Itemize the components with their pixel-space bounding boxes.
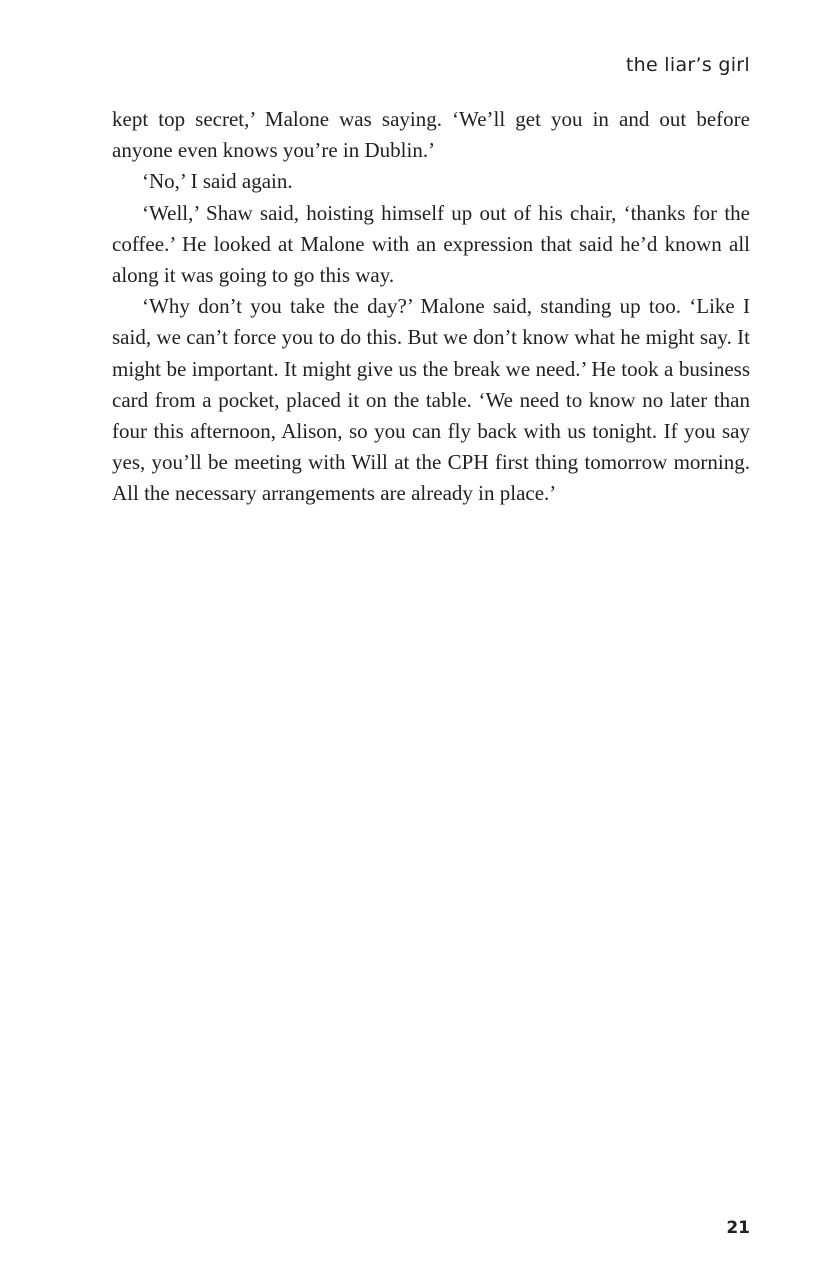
paragraph-continued: kept top secret,’ Malone was saying. ‘We’ll get you in and out before anyone even knows you’re in Dublin.’: [112, 107, 750, 163]
running-head-title: the liar’s girl: [625, 54, 750, 76]
body-text: [112, 104, 750, 510]
paragraph: ‘Well,’ Shaw said, hoisting himself up out of his chair, ‘thanks for the coffee.’ He looked at Malone with an expression that said he’d known all along it was going to go this way.: [112, 200, 750, 288]
paragraph: ‘Why don’t you take the day?’ Malone said, standing up too. ‘Like I said, we can’t force you to do this. But we don’t know what he might say. It might be important. It might give us the break we need.’ He took a business card from a pocket, placed it on the table. ‘We need to know no later than four this afternoon, Alison, so you can fly back with us tonight. If you say yes, you’ll be meeting with Will at the CPH first thing tomorrow morning. All the necessary arrangements are already in place.’: [112, 294, 750, 506]
paragraph: ‘No,’ I said again.: [142, 169, 293, 194]
page-number: 21: [726, 1218, 750, 1238]
